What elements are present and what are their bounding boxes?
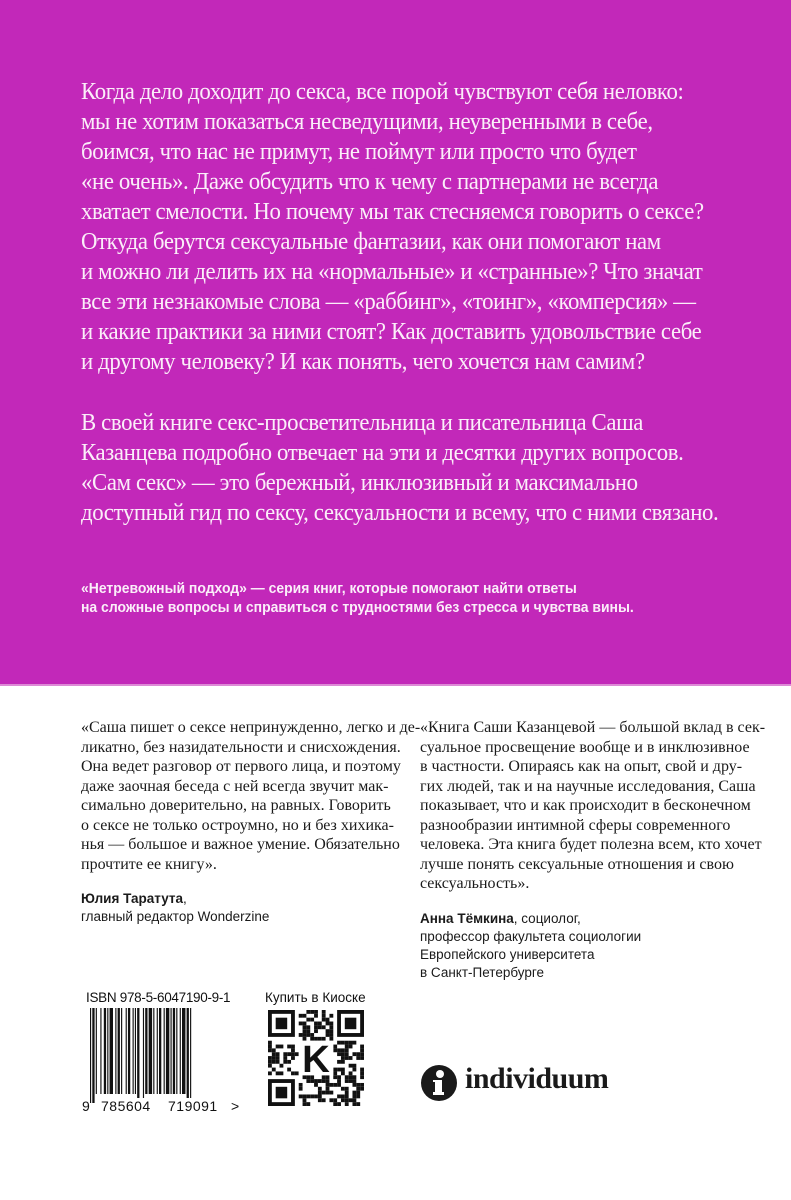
qr-module	[352, 1068, 356, 1072]
qr-module	[322, 1098, 326, 1102]
quote-line: суальное просвещение вообще и в инклюзивное	[420, 738, 750, 756]
qr-module	[314, 1094, 318, 1098]
qr-module	[268, 1071, 272, 1075]
role-line: в Санкт-Петербурге	[420, 965, 545, 980]
qr-module	[337, 1079, 341, 1083]
qr-module	[326, 1087, 330, 1091]
qr-module	[345, 1041, 349, 1045]
qr-module	[337, 1102, 341, 1106]
qr-module	[318, 1022, 322, 1026]
blurb-line: и какие практики за ними стоят? Как доставить удовольствие себе	[81, 318, 702, 345]
qr-module	[329, 1091, 333, 1095]
role-line: главный редактор Wonderzine	[81, 909, 270, 924]
qr-module	[303, 1033, 307, 1037]
barcode-bar	[115, 1008, 116, 1094]
barcode-digit-first: 9	[82, 1098, 90, 1114]
qr-module	[291, 1045, 295, 1049]
quote-line: разнообразии интимной сферы современного	[420, 816, 731, 834]
qr-module	[276, 1045, 280, 1049]
isbn-label: ISBN 978-5-6047190-9-1	[86, 990, 231, 1005]
barcode-bar	[145, 1008, 147, 1094]
panel-divider	[0, 684, 791, 686]
qr-module	[341, 1087, 345, 1091]
qr-module	[272, 1068, 276, 1072]
qr-module	[306, 1033, 310, 1037]
barcode-bar	[149, 1008, 152, 1094]
qr-module	[295, 1052, 299, 1056]
quote-line: нья — большое и важное умение. Обязательно	[81, 836, 400, 853]
qr-module	[268, 1064, 272, 1068]
qr-module	[268, 1048, 272, 1052]
blurb-line: мы не хотим показаться несведущими, неуверенными в себе,	[81, 108, 653, 135]
qr-module	[299, 1022, 303, 1026]
blurb-line: Казанцева подробно отвечает на эти и десятки других вопросов.	[81, 439, 684, 466]
barcode-bar	[164, 1008, 165, 1094]
quote-line: прочтите ее книгу».	[81, 855, 217, 873]
qr-module	[280, 1045, 284, 1049]
barcode-bar	[166, 1008, 169, 1094]
barcode-bar	[107, 1008, 108, 1094]
qr-module	[283, 1060, 287, 1064]
qr-module	[360, 1048, 364, 1052]
qr-module	[299, 1094, 303, 1098]
qr-module	[280, 1064, 284, 1068]
qr-module	[314, 1014, 318, 1018]
qr-module	[337, 1068, 341, 1072]
qr-finder	[276, 1087, 288, 1099]
qr-module	[345, 1091, 349, 1095]
attribution-left	[81, 890, 269, 926]
barcode-bar	[171, 1008, 172, 1094]
qr-module	[322, 1014, 326, 1018]
qr-module	[352, 1098, 356, 1102]
qr-module	[326, 1091, 330, 1095]
qr-module	[318, 1094, 322, 1098]
qr-module	[349, 1079, 353, 1083]
barcode-bar	[187, 1008, 189, 1103]
qr-module	[299, 1033, 303, 1037]
qr-module	[268, 1056, 272, 1060]
quote-line: гих людей, так и на научные исследования, Саша	[420, 777, 756, 795]
qr-module	[360, 1071, 364, 1075]
qr-module	[291, 1056, 295, 1060]
qr-module	[287, 1068, 291, 1072]
barcode-bar	[96, 1008, 97, 1094]
blurb-line: боимся, что нас не примут, не поймут или просто что будет	[81, 138, 637, 165]
qr-module	[303, 1029, 307, 1033]
qr-module	[303, 1094, 307, 1098]
barcode-bar	[135, 1008, 136, 1094]
qr-module	[276, 1060, 280, 1064]
blurb-line: все эти незнакомые слова — «раббинг», «тоинг», «комперсия» —	[81, 288, 696, 315]
qr-module	[287, 1052, 291, 1056]
qr-module	[299, 1014, 303, 1018]
series-note	[81, 579, 634, 617]
qr-module	[345, 1048, 349, 1052]
qr-module	[341, 1041, 345, 1045]
qr-module	[349, 1045, 353, 1049]
qr-module	[352, 1083, 356, 1087]
qr-module	[322, 1025, 326, 1029]
qr-module	[276, 1056, 280, 1060]
qr-finder	[276, 1018, 288, 1030]
kiosk-label: Купить в Киоске	[265, 990, 366, 1005]
barcode-bar	[90, 1008, 91, 1103]
qr-module	[360, 1075, 364, 1079]
qr-module	[314, 1022, 318, 1026]
qr-module	[337, 1041, 341, 1045]
qr-module	[345, 1052, 349, 1056]
qr-module	[356, 1052, 360, 1056]
barcode-bar	[182, 1008, 185, 1094]
qr-module	[333, 1102, 337, 1106]
quote-line: ликатно, без назидательности и снисхождения.	[81, 738, 401, 756]
qr-module	[360, 1083, 364, 1087]
barcode-bar	[92, 1008, 94, 1103]
quote-line: «Саша пишет о сексе непринужденно, легко и де-	[81, 719, 421, 736]
qr-module	[349, 1075, 353, 1079]
qr-module	[276, 1052, 280, 1056]
qr-module	[341, 1048, 345, 1052]
qr-module	[291, 1071, 295, 1075]
qr-module	[356, 1083, 360, 1087]
barcode-bar	[100, 1008, 101, 1094]
barcode-bar	[121, 1008, 122, 1094]
qr-module	[352, 1075, 356, 1079]
qr-module	[341, 1071, 345, 1075]
qr-module	[287, 1045, 291, 1049]
qr-module	[349, 1041, 353, 1045]
quote-line: сексуальность».	[420, 875, 530, 892]
qr-module	[272, 1048, 276, 1052]
blurb-line: доступный гид по сексу, сексуальности и всему, что с ними связано.	[81, 499, 719, 526]
quote-line: о сексе не только остроумно, но и без хихика-	[81, 816, 394, 834]
qr-module	[280, 1071, 284, 1075]
qr-module	[326, 1083, 330, 1087]
qr-module	[322, 1091, 326, 1095]
blurb-line: В своей книге секс-просветительница и писательница Саша	[81, 409, 643, 436]
qr-module	[360, 1052, 364, 1056]
qr-module	[326, 1018, 330, 1022]
qr-module	[314, 1029, 318, 1033]
blurb-paragraph-1	[81, 77, 704, 377]
barcode-quiet-mark: >	[231, 1098, 240, 1114]
barcode-bar	[190, 1008, 191, 1103]
qr-module	[333, 1098, 337, 1102]
author-role	[420, 928, 641, 982]
blurb-line: «Сам секс» — это бережный, инклюзивный и максимально	[81, 469, 638, 496]
qr-module	[329, 1025, 333, 1029]
qr-module	[341, 1052, 345, 1056]
qr-module	[345, 1045, 349, 1049]
quote-line: лучше понять сексуальные отношения и свою	[420, 855, 734, 873]
qr-module	[268, 1041, 272, 1045]
publisher-name: individuum	[465, 1062, 609, 1095]
quote-line: показывает, что и как происходит в бесконечном	[420, 797, 751, 814]
blurb-line: «не очень». Даже обсудить что к чему с партнерами не всегда	[81, 168, 659, 195]
quote-line: Она ведет разговор от первого лица, и поэтому	[81, 758, 401, 775]
qr-module	[333, 1068, 337, 1072]
series-note-line: «Нетревожный подход» — серия книг, которые помогают найти ответы	[81, 580, 577, 597]
qr-module	[310, 1033, 314, 1037]
quote-left	[81, 718, 420, 874]
blurb-line: и можно ли делить их на «нормальные» и «странные»? Что значат	[81, 258, 703, 285]
author-role	[81, 908, 269, 926]
qr-module	[322, 1010, 326, 1014]
barcode-bar	[110, 1008, 113, 1094]
individuum-logo-icon	[420, 1064, 458, 1102]
qr-module	[352, 1091, 356, 1095]
qr-module	[345, 1056, 349, 1060]
quote-line: «Книга Саши Казанцевой — большой вклад в сек-	[420, 719, 766, 736]
qr-module	[299, 1087, 303, 1091]
qr-module	[345, 1094, 349, 1098]
blurb-line: хватает смелости. Но почему мы так стесняемся говорить о сексе?	[81, 198, 704, 225]
qr-module	[352, 1052, 356, 1056]
qr-module	[345, 1087, 349, 1091]
qr-module	[337, 1052, 341, 1056]
barcode	[86, 1008, 236, 1103]
quote-line: в частности. Опираясь как на опыт, свой и дру-	[420, 758, 743, 775]
qr-module	[333, 1083, 337, 1087]
qr-module	[352, 1079, 356, 1083]
qr-module	[345, 1102, 349, 1106]
quote-line: человека. Эта книга будет полезна всем, кто хочет	[420, 836, 762, 853]
qr-code[interactable]	[268, 1010, 364, 1106]
qr-module	[295, 1071, 299, 1075]
role-line: профессор факультета социологии	[420, 929, 642, 944]
qr-module	[306, 1029, 310, 1033]
quote-line: симально доверительно, на равных. Говорить	[81, 797, 391, 814]
qr-module	[329, 1037, 333, 1041]
qr-module	[337, 1083, 341, 1087]
qr-module	[314, 1025, 318, 1029]
qr-module	[291, 1052, 295, 1056]
qr-module	[333, 1075, 337, 1079]
blurb-line: Откуда берутся сексуальные фантазии, как они помогают нам	[81, 228, 661, 255]
qr-module	[318, 1087, 322, 1091]
qr-module	[314, 1083, 318, 1087]
qr-module	[283, 1052, 287, 1056]
attribution-right	[420, 910, 641, 982]
qr-module	[337, 1094, 341, 1098]
barcode-bar	[173, 1008, 175, 1094]
qr-module	[303, 1098, 307, 1102]
blurb-paragraph-2	[81, 408, 719, 528]
qr-module	[268, 1045, 272, 1049]
qr-module	[306, 1025, 310, 1029]
barcode-bar	[180, 1008, 181, 1094]
barcode-bar	[118, 1008, 120, 1094]
qr-module	[314, 1010, 318, 1014]
qr-module	[326, 1033, 330, 1037]
role-line: Европейского университета	[420, 947, 595, 962]
qr-module	[349, 1071, 353, 1075]
barcode-bar	[133, 1008, 134, 1094]
qr-module	[310, 1094, 314, 1098]
qr-module	[306, 1094, 310, 1098]
qr-module	[349, 1064, 353, 1068]
quote-line: даже заочная беседа с ней всегда звучит мак-	[81, 777, 389, 795]
qr-module	[329, 1014, 333, 1018]
barcode-bar	[159, 1008, 161, 1094]
qr-module	[341, 1098, 345, 1102]
qr-module	[303, 1025, 307, 1029]
qr-module	[356, 1087, 360, 1091]
qr-module	[272, 1060, 276, 1064]
blurb-line: и другому человеку? И как понять, чего хочется нам самим?	[81, 348, 645, 375]
author-name: Анна Тёмкина	[420, 911, 514, 926]
qr-module	[272, 1056, 276, 1060]
barcode-bar	[153, 1008, 154, 1094]
qr-module	[356, 1102, 360, 1106]
qr-module	[276, 1071, 280, 1075]
qr-module	[333, 1048, 337, 1052]
qr-module	[329, 1098, 333, 1102]
qr-module	[329, 1033, 333, 1037]
qr-module	[318, 1091, 322, 1095]
qr-module	[303, 1022, 307, 1026]
qr-module	[318, 1025, 322, 1029]
qr-module	[352, 1064, 356, 1068]
qr-module	[345, 1079, 349, 1083]
author-suffix: ,	[183, 891, 187, 906]
qr-module	[283, 1056, 287, 1060]
qr-module	[349, 1056, 353, 1060]
qr-module	[306, 1010, 310, 1014]
qr-module	[341, 1060, 345, 1064]
qr-module	[318, 1098, 322, 1102]
qr-module	[356, 1094, 360, 1098]
qr-module	[310, 1010, 314, 1014]
qr-module	[337, 1060, 341, 1064]
qr-module	[299, 1083, 303, 1087]
qr-module	[349, 1098, 353, 1102]
qr-finder	[345, 1018, 357, 1030]
barcode-bar	[143, 1008, 144, 1103]
qr-module	[360, 1056, 364, 1060]
qr-module	[356, 1056, 360, 1060]
qr-module	[352, 1041, 356, 1045]
qr-module	[329, 1083, 333, 1087]
qr-module	[306, 1102, 310, 1106]
barcode-bar	[137, 1008, 139, 1103]
qr-module	[345, 1075, 349, 1079]
author-name: Юлия Таратута	[81, 891, 184, 906]
qr-module	[333, 1071, 337, 1075]
barcode-digits-left: 785604	[101, 1098, 151, 1114]
qr-module	[356, 1091, 360, 1095]
barcode-bar	[128, 1008, 130, 1094]
qr-module	[329, 1022, 333, 1026]
qr-module	[268, 1060, 272, 1064]
qr-module	[345, 1098, 349, 1102]
series-note-line: на сложные вопросы и справиться с трудностями без стресса и чувства вины.	[81, 599, 634, 616]
qr-module	[352, 1102, 356, 1106]
blurb-line: Когда дело доходит до секса, все порой чувствуют себя неловко:	[81, 78, 684, 105]
qr-module	[287, 1060, 291, 1064]
qr-module	[306, 1018, 310, 1022]
barcode-bar	[176, 1008, 177, 1094]
qr-module	[329, 1029, 333, 1033]
qr-module	[303, 1014, 307, 1018]
qr-module	[341, 1068, 345, 1072]
qr-module	[333, 1045, 337, 1049]
qr-module	[322, 1018, 326, 1022]
barcode-bar	[157, 1008, 158, 1094]
qr-module	[337, 1075, 341, 1079]
barcode-digits-right: 719091	[168, 1098, 218, 1114]
kiosk-k-icon: K	[302, 1038, 330, 1082]
qr-module	[360, 1068, 364, 1072]
qr-module	[291, 1048, 295, 1052]
qr-module	[360, 1045, 364, 1049]
qr-module	[310, 1018, 314, 1022]
qr-module	[352, 1094, 356, 1098]
qr-module	[326, 1029, 330, 1033]
qr-module	[341, 1056, 345, 1060]
qr-module	[360, 1087, 364, 1091]
qr-module	[341, 1094, 345, 1098]
barcode-bar	[104, 1008, 106, 1094]
qr-module	[337, 1048, 341, 1052]
qr-module	[326, 1022, 330, 1026]
author-suffix: , социолог,	[513, 911, 581, 926]
qr-module	[303, 1102, 307, 1106]
quote-right	[420, 718, 765, 894]
barcode-bar	[126, 1008, 127, 1094]
qr-module	[272, 1052, 276, 1056]
